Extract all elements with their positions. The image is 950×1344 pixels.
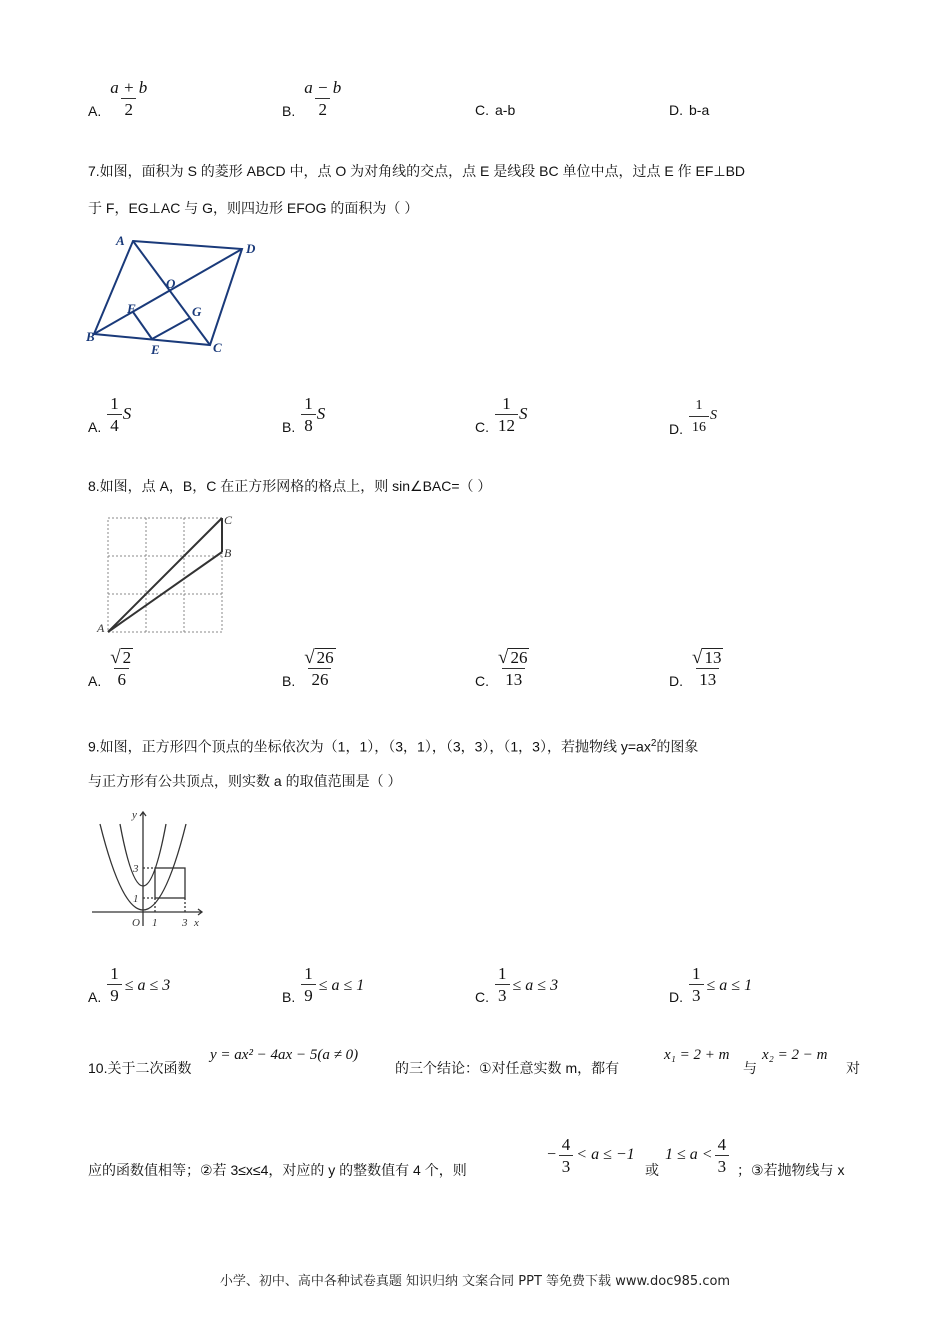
q10-x1: x₁ = 2 + m [664, 1047, 730, 1063]
fig-label-x3: 3 [182, 917, 188, 929]
fraction: $\frac{1}{16}$ [689, 396, 709, 437]
q9-option-a: A. $\frac{1}{9}$ ≤ a ≤ 3 [88, 964, 171, 1005]
q7-option-a: A. $\frac{1}{4}$ S [88, 394, 132, 435]
fraction: $\frac{a + b}{2}$ [110, 78, 148, 119]
fig-label-x1: 1 [152, 917, 158, 929]
q9-text-line1: 9.如图，正方形四个顶点的坐标依次为（1，1），（3，1），（3，3），（1，3），若抛物线 $y=ax^2$的图象 [88, 738, 699, 755]
fig-label-f: F [127, 301, 136, 316]
q10-text-line2b: ；③若抛物线与 x [737, 1162, 845, 1178]
q7-rhombus-figure [86, 232, 266, 357]
q10-inequality-2: 1 ≤ a < $\frac{4}{3}$ [665, 1135, 729, 1176]
fig-label-x: x [194, 917, 199, 929]
q6-option-c: C. a-b [475, 102, 516, 118]
q9-parabola-figure [88, 806, 213, 931]
q7-option-b: B. $\frac{1}{8}$ S [282, 394, 326, 435]
sqrt: √ 13 [692, 647, 722, 668]
q10-text-line1b: 的三个结论：①对任意实数 m，都有 [395, 1060, 620, 1076]
fraction: √ 2 6 [110, 647, 132, 689]
q8-option-b: B. √ 26 26 [282, 648, 339, 689]
fraction: $\frac{1}{4}$ [107, 394, 122, 435]
q6-option-b: B. $\frac{a - b}{2}$ [282, 78, 344, 119]
fig-label-b: B [86, 329, 95, 344]
fig-label-c: C [224, 513, 233, 527]
q10-or: 或 [645, 1162, 659, 1178]
q10-inequality-1: − $\frac{4}{3}$ < a ≤ −1 [546, 1135, 635, 1176]
q10-text-line1a: 10.关于二次函数 [88, 1060, 192, 1076]
fig-label-a: A [116, 233, 125, 248]
sqrt: √ 26 [498, 647, 528, 668]
q7-text-line2: 于 F，EG⊥AC 与 G，则四边形 EFOG 的面积为（ ） [88, 200, 419, 216]
q7-option-c: C. $\frac{1}{12}$ S [475, 394, 528, 435]
fig-label-o: O [166, 276, 176, 291]
sqrt: √ 2 [110, 647, 132, 668]
q10-x2: x₂ = 2 − m [762, 1047, 828, 1063]
q8-text-line1: 8.如图，点 A，B，C 在正方形网格的格点上，则 sin∠BAC=（ ） [88, 478, 492, 494]
fig-label-g: G [192, 304, 202, 319]
q7-option-d: D. $\frac{1}{16}$ S [669, 398, 717, 437]
fraction: $\frac{4}{3}$ [715, 1135, 730, 1176]
fig-label-3: 3 [133, 863, 139, 875]
q10-and: 与 [743, 1060, 757, 1076]
fraction: $\frac{1}{3}$ [495, 964, 510, 1005]
q8-grid-figure [96, 510, 246, 635]
fig-label-e: E [151, 342, 160, 357]
fig-label-1: 1 [133, 893, 139, 905]
q6-option-a: A. $\frac{a + b}{2}$ [88, 78, 150, 119]
sqrt: √ 26 [304, 647, 334, 668]
q9-option-c: C. $\frac{1}{3}$ ≤ a ≤ 3 [475, 964, 559, 1005]
fig-label-c: C [213, 340, 222, 355]
fraction: $\frac{a - b}{2}$ [304, 78, 342, 119]
q6-option-d: D. b-a [669, 102, 710, 118]
fraction: √ 26 26 [304, 647, 334, 689]
fig-label-b: B [224, 546, 232, 560]
q10-text-line2a: 应的函数值相等；②若 3≤x≤4，对应的 y 的整数值有 4 个，则 [88, 1162, 467, 1178]
q10-tail: 对 [846, 1060, 860, 1076]
q9-option-d: D. $\frac{1}{3}$ ≤ a ≤ 1 [669, 964, 753, 1005]
q8-option-d: D. √ 13 13 [669, 648, 726, 689]
fig-label-y: y [132, 809, 137, 821]
fraction: √ 26 13 [498, 647, 528, 689]
q8-option-c: C. √ 26 13 [475, 648, 532, 689]
fig-label-d: D [246, 241, 256, 256]
fraction: √ 13 13 [692, 647, 722, 689]
fraction: $\frac{1}{3}$ [689, 964, 704, 1005]
q8-option-a: A. √ 2 6 [88, 648, 136, 689]
fig-label-o: O [132, 917, 140, 929]
fraction: $\frac{1}{9}$ [107, 964, 122, 1005]
page-footer: 小学、初中、高中各种试卷真题 知识归纳 文案合同 PPT 等免费下载 www.doc985.com [219, 1274, 731, 1289]
fraction: $\frac{4}{3}$ [559, 1135, 574, 1176]
fraction: $\frac{1}{12}$ [495, 394, 518, 435]
fraction: $\frac{1}{8}$ [301, 394, 316, 435]
q7-text-line1: 7.如图，面积为 S 的菱形 ABCD 中，点 O 为对角线的交点，点 E 是线段 BC 单位中点，过点 E 作 EF⊥BD [88, 163, 746, 179]
fig-label-a: A [97, 621, 105, 635]
q10-function: y = ax² − 4ax − 5(a ≠ 0) [210, 1047, 359, 1063]
q9-option-b: B. $\frac{1}{9}$ ≤ a ≤ 1 [282, 964, 365, 1005]
q9-text-line2: 与正方形有公共顶点，则实数 a 的取值范围是（ ） [88, 773, 402, 789]
fraction: $\frac{1}{9}$ [301, 964, 316, 1005]
